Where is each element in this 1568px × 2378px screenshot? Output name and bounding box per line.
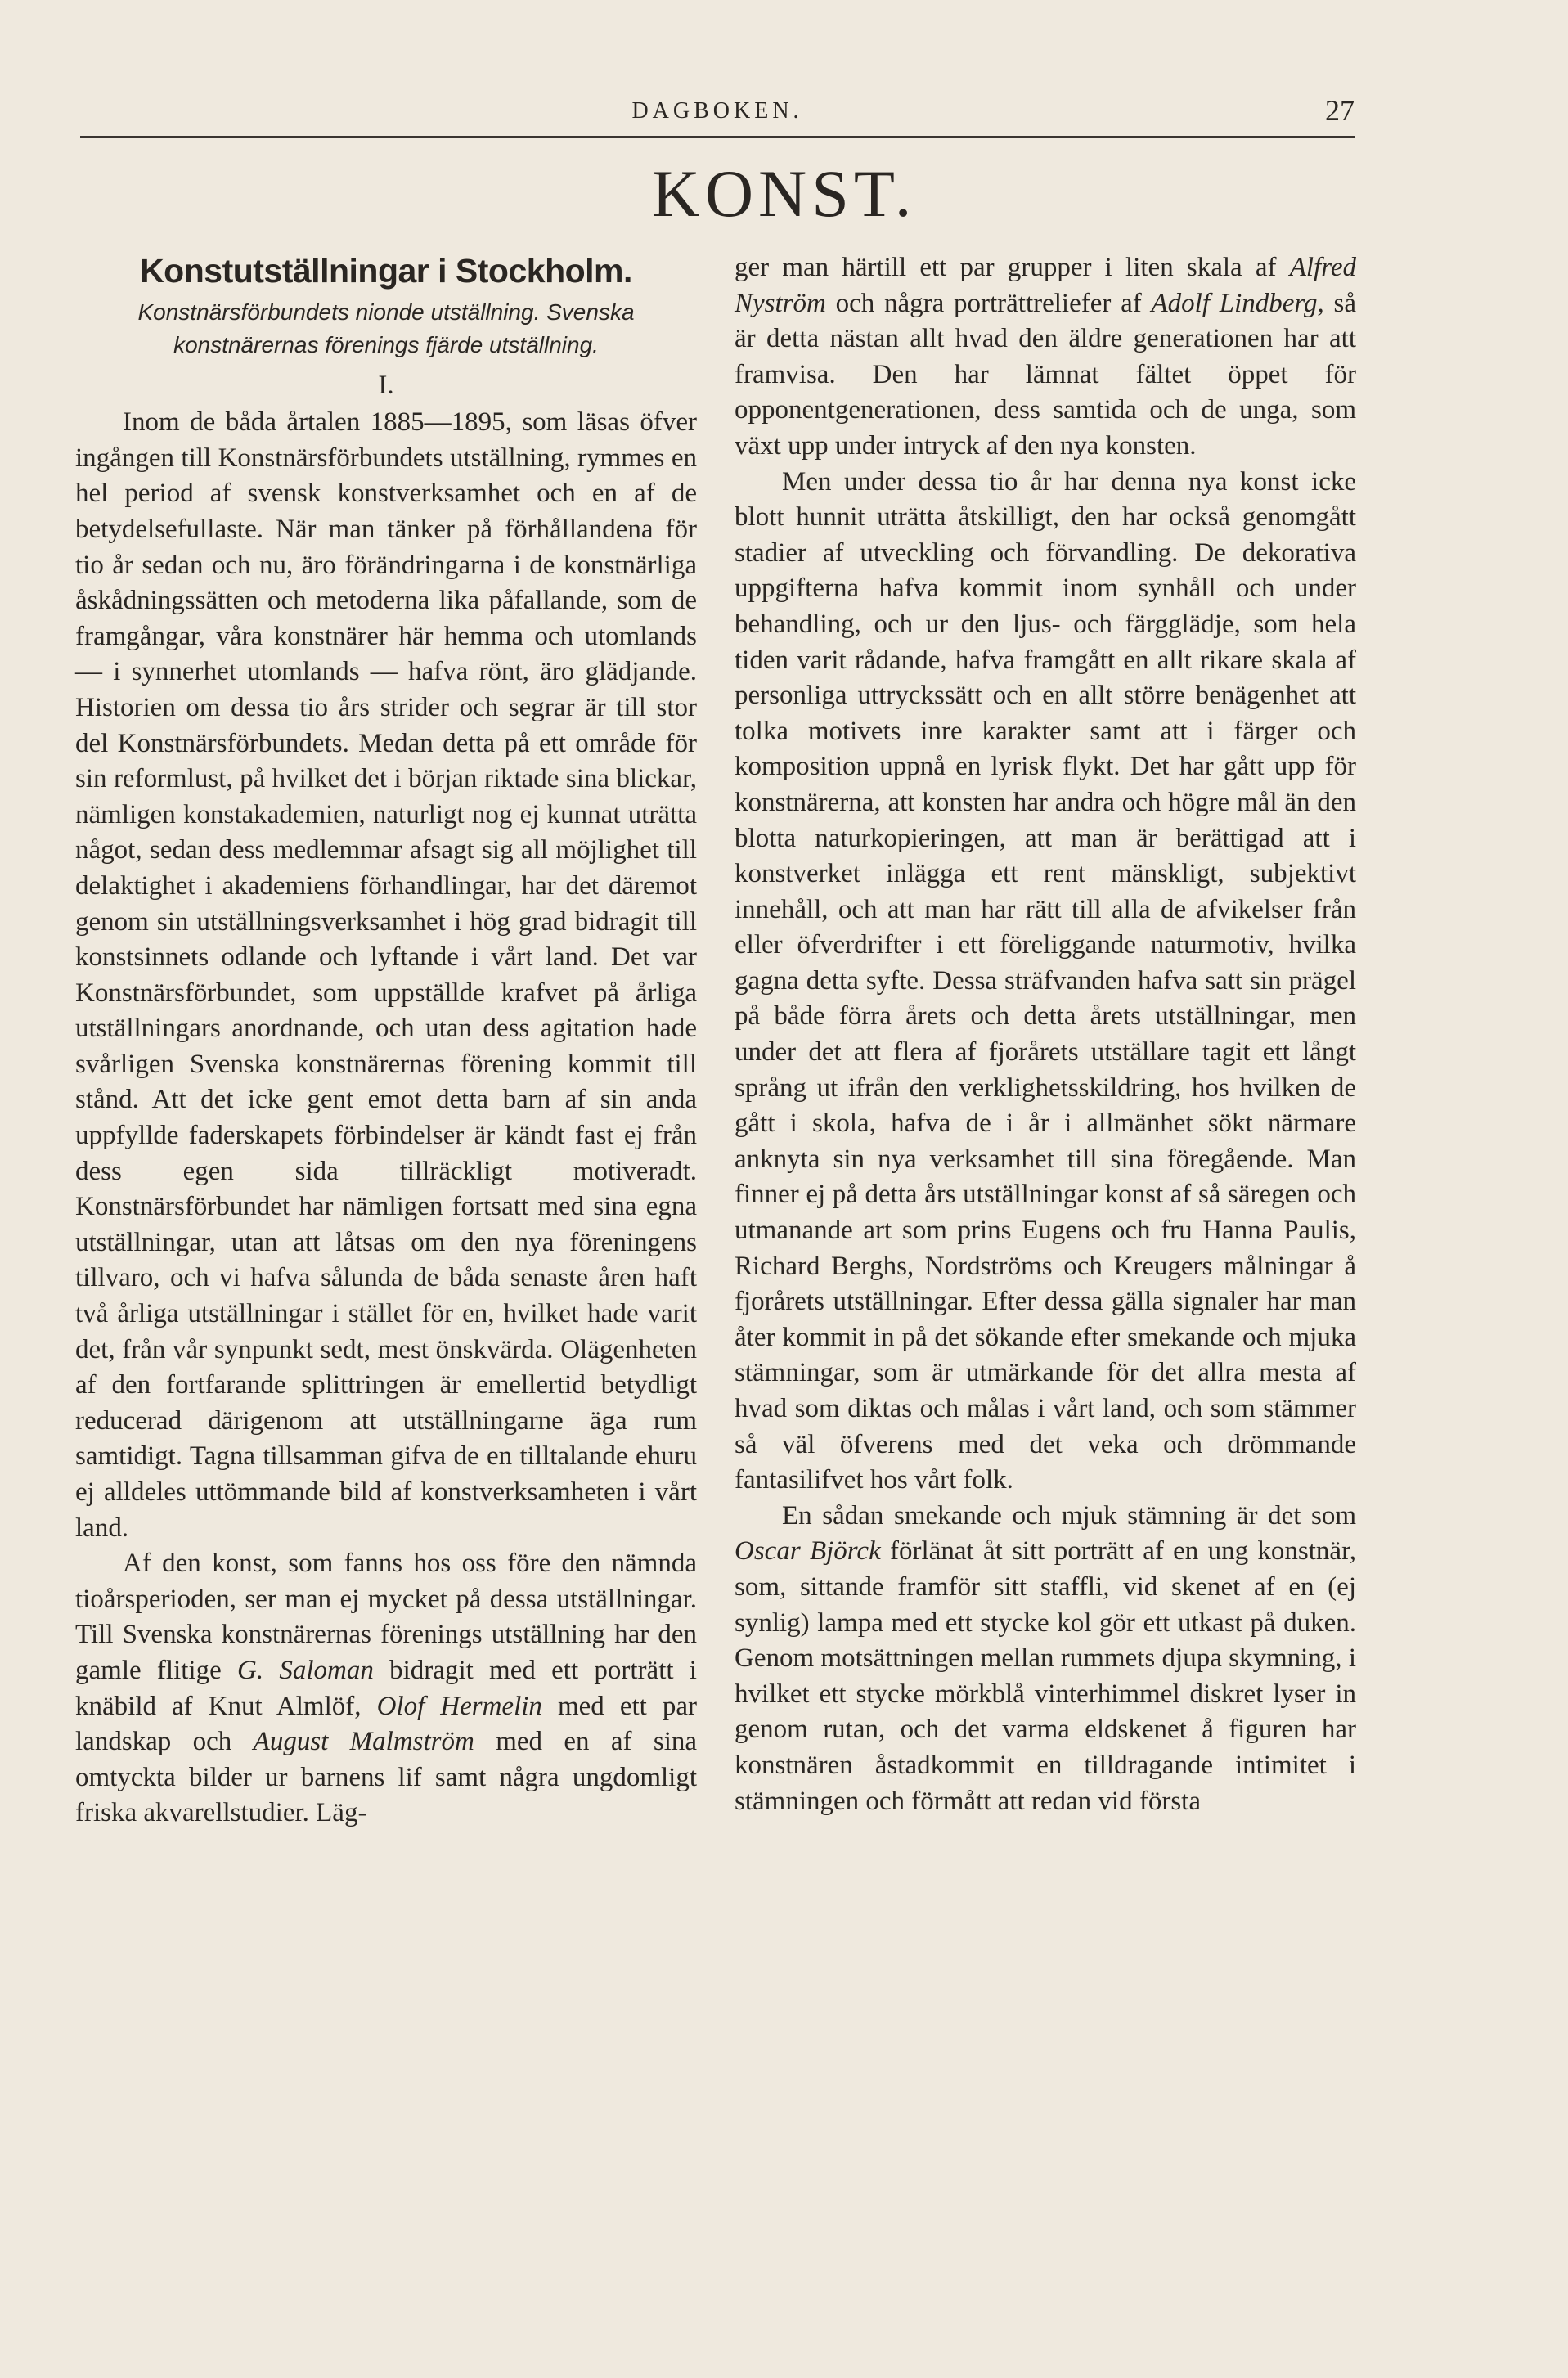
artist-name: August Malmström (253, 1727, 474, 1757)
article-title: Konstutställningar i Stockholm. (140, 252, 632, 290)
artist-name: Olof Hermelin (376, 1691, 542, 1721)
right-column (735, 250, 1356, 1819)
paragraph: Men under dessa tio år har denna nya konst icke blott hunnit uträtta åtskilligt, den har också genomgått stadier af utveckling och förvandling. De dekorativa uppgifterna hafva kommit inom synhåll och under behandling, och ur den ljus- och färgglädje, som hela tiden varit rådande, hafva framgått en allt rikare skala af personliga uttryckssätt och en allt större benägenhet att tolka motivets inre karakter samt att i färger och komposition uppnå en lyrisk flykt. Det har gått upp för konstnärerna, att konsten har andra och högre mål än den blotta naturkopieringen, att man är berättigad att i konstverket inlägga ett rent mänskligt, subjektivt innehåll, och att man har rätt till alla de afvikelser från eller öfverdrifter i ett föreliggande naturmotiv, hvilka gagna detta syfte. Dessa sträfvanden hafva satt sin prägel på både förra årets och detta årets utställningar, men under det att flera af fjorårets utställare tagit ett långt språng ut ifrån den verklighetsskildring, hos hvilken de gått i skola, hafva de i år i allmänhet sökt närmare anknyta sin nya verksamhet till sina föregående. Man finner ej på detta års utställningar konst af så säregen och utmanande art som prins Eugens och fru Hanna Paulis, Richard Berghs, Nordströms och Kreugers målningar å fjorårets utställningar. Efter dessa gälla signaler har man åter kommit in på det sökande efter smekande och mjuka stämningar, som är utmärkande för det allra mesta af hvad som diktas och målas i vårt land, och som stämmer så väl öfverens med det veka och drömmande fantasilifvet hos vårt folk. (735, 466, 1356, 1495)
paragraph: Af den konst, som fanns hos oss före den nämnda tioårsperioden, ser man ej mycket på dessa utställningar. Till Svenska konstnärernas förenings utställning har den gamle flitige G. Saloman bidragit med ett porträtt i knäbild af Knut Almlöf, Olof Hermelin med ett par landskap och August Malmström med en af sina omtyckta bilder ur barnens lif samt några ungdomligt friska akvarellstudier. Läg- (75, 1549, 698, 1828)
left-column (75, 250, 697, 1832)
running-header (80, 90, 1355, 138)
article-subtitle: Konstnärsförbundets nionde utställning. Svenska konstnärernas förenings fjärde utställning. (137, 299, 635, 357)
artist-name: Oscar Björck (735, 1536, 881, 1567)
paragraph: En sådan smekande och mjuk stämning är det som Oscar Björck förlänat åt sitt porträtt af en ung konstnär, som, sittande framför sitt staffli, vid skenet af en (ej synlig) lampa med ett stycke kol gör ett utkast på duken. Genom motsättningen mellan rummets djupa skymning, i hvilket ett stycke mörkblå vinterhimmel diskret lyser in genom rutan, och det varma eldskenet å figuren har konstnären åstadkommit en tilldragande intimitet i stämningen och förmått att redan vid första (735, 1500, 1356, 1816)
artist-name: G. Saloman (237, 1655, 374, 1685)
paragraph: ger man härtill ett par grupper i liten skala af Alfred Nyström och några porträttreliefer af Adolf Lindberg, så är detta nästan allt hvad den äldre generationen har att framvisa. Den har lämnat fältet öppet för opponentgenerationen, dess samtida och de unga, som växt upp under intryck af den nya konsten. (735, 253, 1356, 461)
section-title: KONST. (651, 156, 917, 231)
artist-name: Adolf Lindberg, (1151, 288, 1324, 318)
running-title: DAGBOKEN. (631, 98, 803, 124)
part-numeral: I. (378, 370, 394, 400)
page-number: 27 (1325, 94, 1355, 127)
artist-name: Alfred Nyström (735, 253, 1356, 318)
paragraph: Inom de båda årtalen 1885—1895, som läsas öfver ingången till Konstnärsförbundets utställning, rymmes en hel period af svensk konstverksamhet och en af de betydelsefullaste. När man tänker på förhållandena för tio år sedan och nu, äro förändringarna i de konstnärliga åskådningssätten och metoderna lika påfallande, som de framgångar, våra konstnärer här hemma och utomlands — i synnerhet utomlands — hafva rönt, äro glädjande. Historien om dessa tio års strider och segrar är till stor del Konstnärsförbundets. Medan detta på ett område för sin reformlust, på hvilket det i början riktade sina blickar, nämligen konstakademien, naturligt nog ej kunnat uträtta något, sedan dess medlemmar afsagt sig all möjlighet till delaktighet i akademiens förhandlingar, har det däremot genom sin utställningsverksamhet i hög grad bidragit till konstsinnets odlande och lyftande i vårt land. Det var Konstnärsförbundet, som uppställde krafvet på årliga utställningars anordnande, och utan dess agitation hade svårligen Svenska konstnärernas förening kommit till stånd. Att det icke gent emot detta barn af sin anda uppfyllde faderskapets förbindelser är kändt fast ej från dess egen sida tillräckligt motiveradt. Konstnärsförbundet har nämligen fortsatt med sina egna utställningar, utan att låtsas om den nya föreningens tillvaro, och vi hafva sålunda de båda senaste åren haft två årliga utställningar i stället för en, hvilket hade varit det, från vår synpunkt sedt, mest önskvärda. Olägenheten af den fortfarande splittringen är emellertid betydligt reducerad därigenom att utställningarne äga rum samtidigt. Tagna tillsamman gifva de en tilltalande ehuru ej alldeles uttömmande bild af konstverksamheten i vårt land. (75, 407, 697, 1543)
